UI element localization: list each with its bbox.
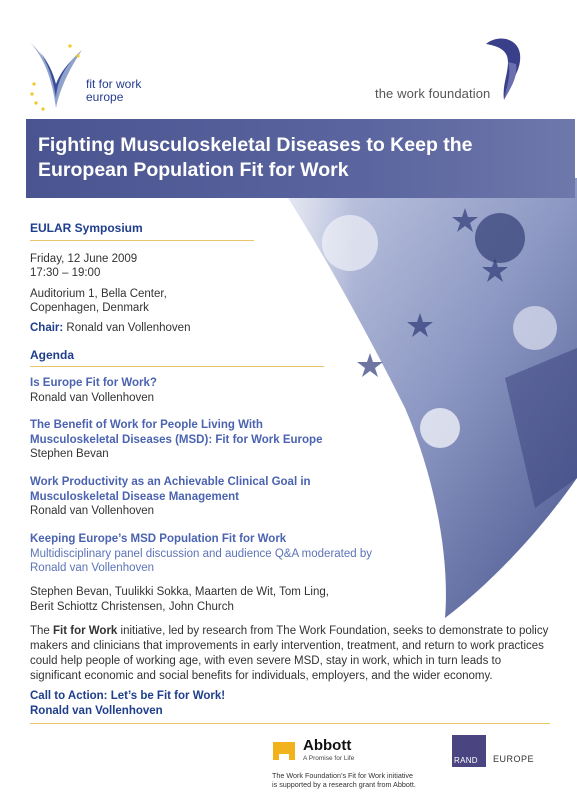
panel-line2: Berit Schiottz Christensen, John Church <box>30 601 234 613</box>
agenda-item-speaker: Ronald van Vollenhoven <box>30 505 155 517</box>
agenda-item <box>30 532 372 576</box>
rand-europe-text: EUROPE <box>493 754 535 764</box>
abbott-logo-icon <box>271 738 297 764</box>
call-to-action <box>30 689 225 719</box>
grant-note <box>272 771 482 789</box>
agenda-item-speaker: Stephen Bevan <box>30 448 109 460</box>
agenda-item-title-line2: Musculoskeletal Disease Management <box>30 490 239 503</box>
agenda-item-title-line1: Work Productivity as an Achievable Clinical Goal in <box>30 476 311 488</box>
intro-rest: initiative, led by research from The Work Foundation, seeks to demonstrate to policy makers and clinicians that improvements in early intervention, treatment, and return to work practices could help people of working age, with even severe MSD, stay in work, which in turn leads to significant economic and social benefits for individuals, employers, and the wider economy. <box>30 625 549 682</box>
panel-line1: Stephen Bevan, Tuulikki Sokka, Maarten de Wit, Tom Ling, <box>30 586 329 598</box>
work-foundation-name: the work foundation <box>375 86 491 101</box>
rand-logo-text: RAND <box>454 756 478 765</box>
agenda-item <box>30 475 311 519</box>
rand-logo <box>452 735 486 767</box>
intro-prefix: The <box>30 625 54 637</box>
event-divider <box>30 240 254 241</box>
agenda-divider <box>30 366 324 367</box>
grant-line2: is supported by a research grant from Abbott. <box>272 780 416 789</box>
fit-for-work-line1: fit for work <box>86 77 142 91</box>
cta-line2: Ronald van Vollenhoven <box>30 705 163 717</box>
agenda-item-speaker: Ronald van Vollenhoven <box>30 391 155 404</box>
abbott-tagline: A Promise for Life <box>303 755 355 762</box>
agenda-item-title-line1: The Benefit of Work for People Living With <box>30 419 263 431</box>
agenda-item-title-line2: Musculoskeletal Diseases (MSD): Fit for Work Europe <box>30 433 323 446</box>
chair-label: Chair: <box>30 322 64 334</box>
agenda-item-title: Is Europe Fit for Work? <box>30 377 157 389</box>
abbott-name: Abbott <box>303 737 352 754</box>
intro-bold: Fit for Work <box>53 625 118 637</box>
intro-paragraph <box>30 624 550 684</box>
event-time: 17:30 – 19:00 <box>30 267 101 279</box>
event-date: Friday, 12 June 2009 <box>30 253 138 265</box>
fit-for-work-line2: europe <box>86 90 124 104</box>
agenda-heading: Agenda <box>30 348 75 362</box>
footer-divider <box>30 723 550 724</box>
agenda-item <box>30 418 322 462</box>
agenda-item <box>30 376 157 405</box>
agenda-item-title: Keeping Europe’s MSD Population Fit for Work <box>30 533 287 545</box>
title-banner <box>26 119 575 198</box>
event-venue-line2: Copenhagen, Denmark <box>30 302 149 314</box>
event-chair <box>30 321 190 336</box>
agenda-item-sub-line1: Multidisciplinary panel discussion and audience Q&A moderated by <box>30 547 373 560</box>
event-heading: EULAR Symposium <box>30 221 143 235</box>
page-title: Fighting Musculoskeletal Diseases to Keep the European Population Fit for Work <box>38 134 473 181</box>
cta-line1: Call to Action: Let’s be Fit for Work! <box>30 690 226 702</box>
chair-name: Ronald van Vollenhoven <box>63 322 191 334</box>
event-venue-line1: Auditorium 1, Bella Center, <box>30 288 167 300</box>
fit-for-work-logo <box>26 38 166 114</box>
grant-line1: The Work Foundation’s Fit for Work initiative <box>272 771 414 780</box>
fit-for-work-swoosh-icon <box>26 38 86 114</box>
agenda-item-sub-line2: Ronald van Vollenhoven <box>30 562 155 574</box>
